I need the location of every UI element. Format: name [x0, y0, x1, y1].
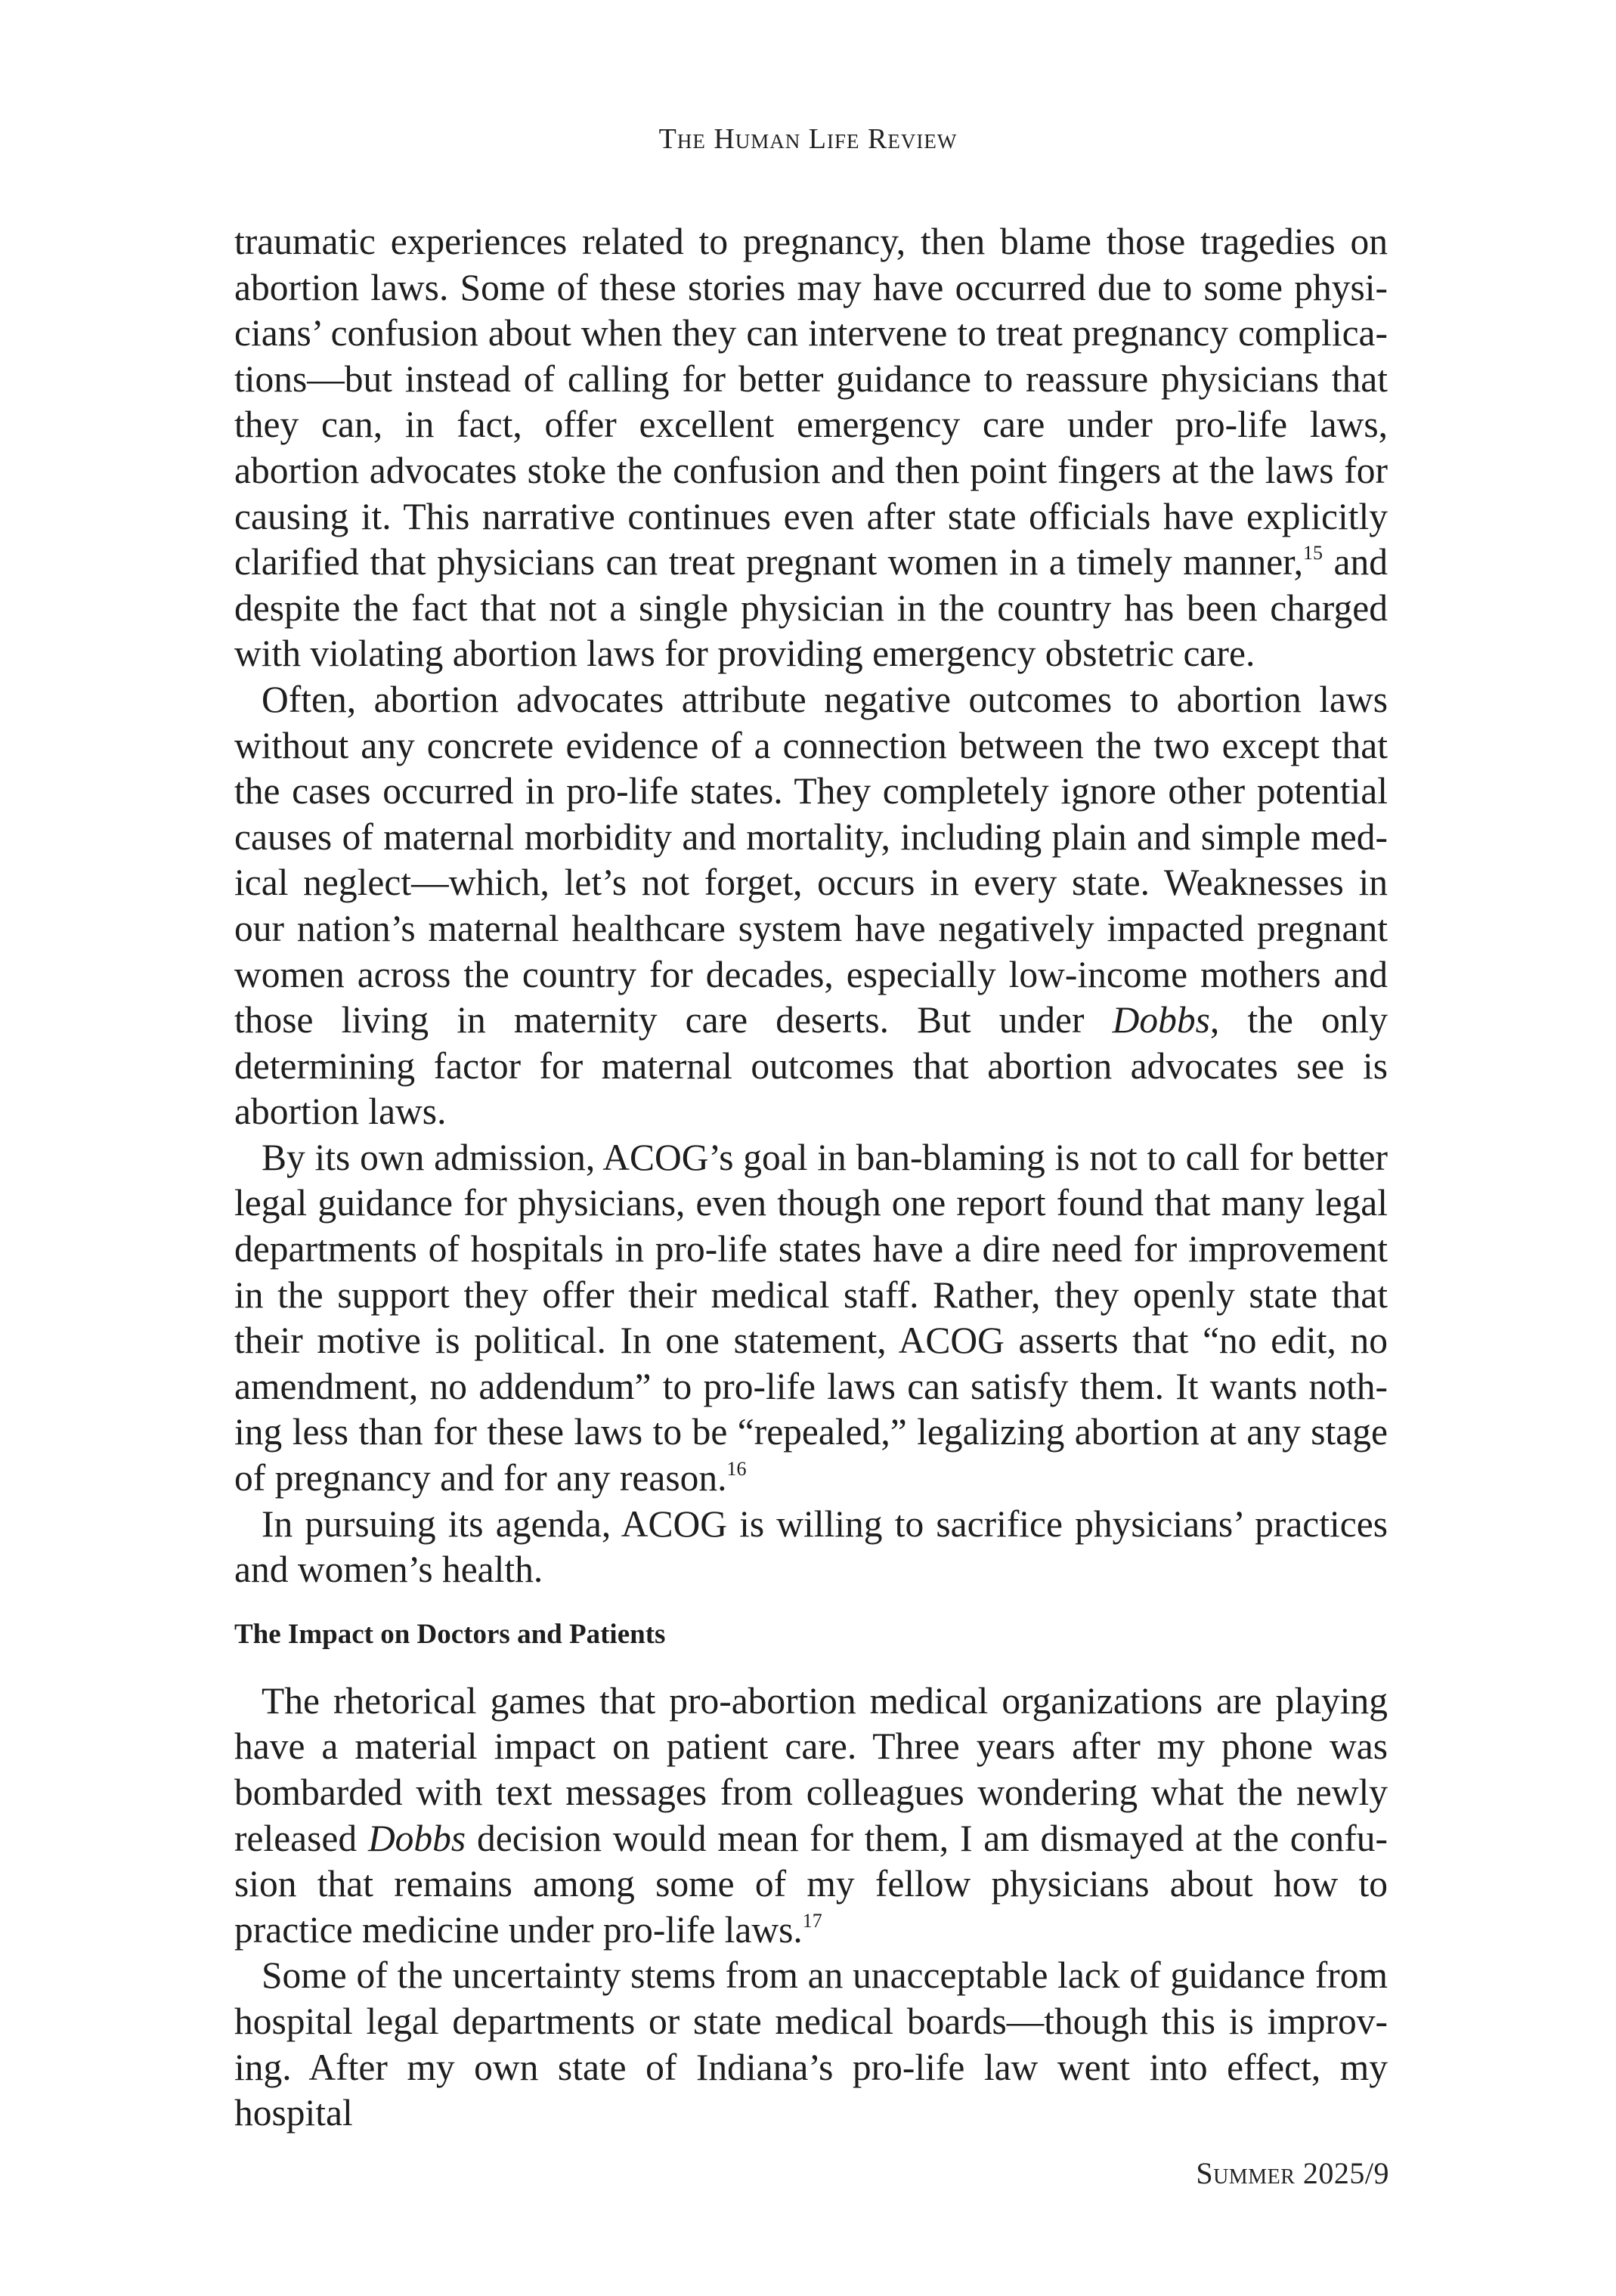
body-text — [234, 219, 1388, 2137]
footnote-reference: 16 — [726, 1458, 747, 1481]
paragraph — [234, 677, 1388, 1135]
text-run: and despite the fact that not a single physician in the country has been charged with violating abortion laws for providing emergency obstetric care. — [234, 541, 1388, 675]
text-run: By its own admission, ACOG’s goal in ban-blaming is not to call for better legal guidance for physicians, even though one report found that many legal departments of hospitals in pro-life states have a dire need for improvement in the support they offer their medical staff. Rather, they openly state that their motive is political. In one statement, ACOG asserts that “no edit, no amendment, no addendum” to pro-life laws can satisfy them. It wants nothing less than for these laws to be “repealed,” legalizing abortion at any stage of pregnancy and for any reason. — [234, 1136, 1388, 1499]
paragraph — [234, 1953, 1388, 2136]
running-head: The Human Life Review — [658, 123, 958, 155]
footnote-reference: 15 — [1303, 542, 1323, 565]
paragraph — [234, 219, 1388, 677]
text-run: , the only determining factor for maternal outcomes that abortion advocates see is abortion laws. — [234, 999, 1388, 1133]
paragraph — [234, 1679, 1388, 1954]
italic-title: Dobbs — [1112, 999, 1210, 1041]
section-heading: The Impact on Doctors and Patients — [234, 1618, 666, 1650]
paragraph — [234, 1502, 1388, 1593]
footnote-reference: 17 — [802, 1909, 822, 1932]
text-run: The rhetorical games that pro-abortion medical organizations are playing have a material impact on patient care. Three years after my phone was bombarded with text messages from colleagues wondering what the newly released — [234, 1679, 1388, 1859]
text-run: Often, abortion advocates attribute negative outcomes to abortion laws without any concrete evidence of a connection between the two except that the cases occurred in pro-life states. They completely ignore other potential causes of maternal morbidity and mortality, including plain and simple medical neglect—which, let’s not forget, occurs in every state. Weaknesses in our nation’s maternal healthcare system have negatively impacted pregnant women across the country for decades, especially low-income mothers and those living in maternity care deserts. But under — [234, 678, 1388, 1041]
page-folio: Summer 2025/9 — [1196, 2156, 1389, 2190]
text-run: decision would mean for them, I am dismayed at the confusion that remains among some of my fellow physicians about how to practice medicine under pro-life laws. — [234, 1817, 1388, 1951]
italic-title: Dobbs — [367, 1817, 466, 1859]
text-run: In pursuing its agenda, ACOG is willing to sacrifice physicians’ practices and women’s health. — [234, 1502, 1388, 1591]
text-run: traumatic experiences related to pregnancy, then blame those tragedies on abortion laws. Some of these stories may have occurred due to some physicians’ confusion about when they can intervene to treat pregnancy complications—but instead of calling for better guidance to reassure physicians that they can, in fact, offer excellent emergency care under pro-life laws, abortion advocates stoke the confusion and then point fingers at the laws for causing it. This narrative continues even after state officials have explicitly clarified that physicians can treat pregnant women in a timely manner, — [234, 221, 1388, 583]
text-run: Some of the uncertainty stems from an unacceptable lack of guidance from hospital legal departments or state medical boards—though this is improving. After my own state of Indiana’s pro-life law went into effect, my hospital — [234, 1954, 1388, 2134]
paragraph — [234, 1135, 1388, 1502]
